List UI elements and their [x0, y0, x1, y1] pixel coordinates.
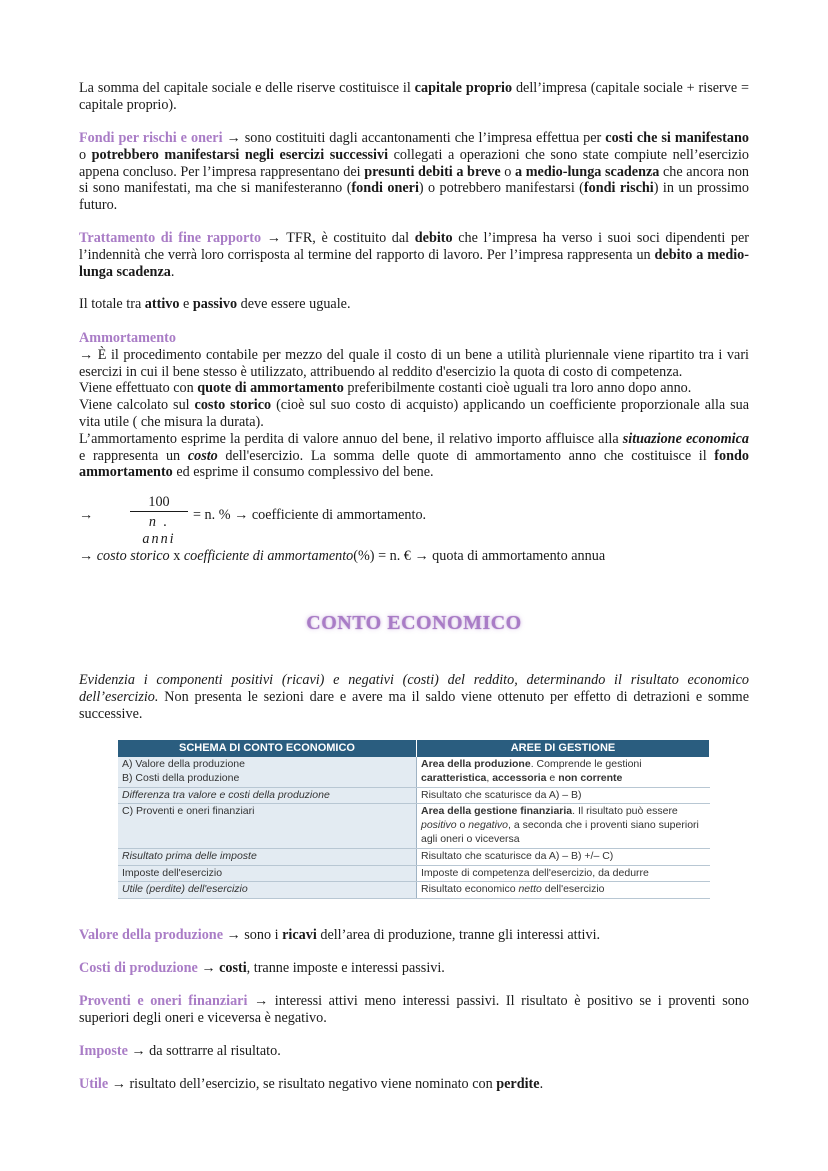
formula-denominator: n . anni [142, 514, 176, 547]
section-heading: Proventi e oneri finanziari [79, 993, 248, 1009]
table-cell: C) Proventi e oneri finanziari [118, 804, 417, 848]
proventi-paragraph [79, 993, 749, 1027]
section-heading: Imposte [79, 1043, 128, 1059]
bold-text: costi che si manifestano [605, 130, 749, 146]
schema-table [118, 740, 710, 899]
text: → [197, 960, 220, 976]
table-cell: A) Valore della produzione B) Costi della produzione [118, 757, 417, 787]
formula-numerator: 100 [148, 494, 170, 510]
italic-text: Evidenzia i componenti positivi (ricavi) e negativi (costi) del reddito, determinando il risultato economico dell’esercizio. [79, 672, 749, 705]
table-cell: Risultato che scaturisce da A) – B) +/– C) [417, 848, 710, 865]
text: preferibilmente costanti cioè uguali tra loro anno dopo anno. [343, 380, 692, 397]
bold-text: a medio-lunga scadenza [515, 163, 660, 180]
text: che ancora non si sono manifestati, ma che si manifesteranno ( [79, 163, 750, 197]
text: deve essere uguale. [237, 296, 351, 312]
table-row [118, 882, 710, 899]
table-header-row [118, 740, 710, 757]
text: L’ammortamento esprime la perdita di valore annuo del bene, il relativo importo affluisce alla [79, 430, 623, 447]
text: ) o potrebbero manifestarsi ( [418, 180, 584, 197]
text: dell’impresa (capitale sociale + riserve = capitale proprio). [79, 80, 750, 113]
bold-text: fondi rischi [583, 180, 654, 197]
totale-paragraph [79, 296, 749, 313]
bold-italic-text: costo [187, 447, 218, 464]
text: → risultato dell’esercizio, se risultato negativo viene nominato con [108, 1076, 497, 1092]
section-heading: Trattamento di fine rapporto [79, 230, 262, 246]
table-row [118, 865, 710, 882]
bold-italic-text: situazione economica [622, 430, 749, 447]
bold-text: debito a medio-lunga scadenza [79, 246, 749, 280]
intro-paragraph [79, 80, 749, 114]
text: Non presenta le sezioni dare e avere ma il saldo viene ottenuto per effetto di detrazioni e somme successive. [79, 688, 749, 722]
bold-text: costo storico [194, 397, 272, 414]
text: → interessi attivi meno interessi passivi. Il risultato è positivo se i proventi sono superiori degli oneri e viceversa è negativo. [79, 993, 749, 1026]
text: Viene effettuato con [79, 380, 198, 397]
text: → [79, 548, 97, 564]
text: → È il procedimento contabile per mezzo del quale il costo di un bene a utilità pluriennale viene ripartito tra i vari esercizi in cui il bene stesso è utilizzato, attribuendo al reddito d'esercizio la quota di costo di competenza. [79, 346, 749, 380]
text: Viene calcolato sul [79, 397, 195, 414]
bold-text: potrebbero manifestarsi negli esercizi successivi [91, 146, 389, 163]
bold-text: ricavi [282, 927, 317, 943]
table-cell: Risultato economico netto dell'esercizio [417, 882, 710, 899]
bold-text: attivo [144, 296, 180, 312]
arrow-icon: → [79, 507, 94, 523]
text: → sono i [223, 927, 283, 943]
text: (cioè sul suo costo di acquisto) applicando un coefficiente proporzionale alla sua vita utile ( che misura la durata). [79, 397, 750, 430]
text: → TFR, è costituito dal [261, 230, 415, 246]
bold-text: perdite [496, 1076, 540, 1092]
conto-intro-paragraph [79, 672, 749, 722]
bold-text: passivo [192, 296, 238, 312]
bold-text: quote di ammortamento [197, 380, 344, 397]
text: o [79, 146, 92, 163]
text: e [179, 296, 193, 312]
text: ed esprime il consumo complessivo del bene. [172, 464, 434, 481]
fondi-paragraph [79, 130, 749, 214]
bold-text: fondi oneri [351, 180, 419, 197]
text: dell’area di produzione, tranne gli interessi attivi. [316, 927, 601, 943]
quota-formula [79, 548, 749, 565]
table-cell: Differenza tra valore e costi della produzione [118, 787, 417, 804]
section-heading: Fondi per rischi e oneri [79, 130, 223, 146]
table-row [118, 804, 710, 848]
table-row [118, 848, 710, 865]
imposte-paragraph [79, 1043, 749, 1060]
text: , tranne imposte e interessi passivi. [246, 960, 445, 976]
text: collegati a operazioni che sono state compiute nell’esercizio appena concluso. Per l’impresa rappresentano dei [79, 146, 750, 180]
text: . [539, 1076, 544, 1092]
table-cell: Area della produzione. Comprende le gestioni caratteristica, accessoria e non corrente [417, 757, 710, 787]
text: ) in un prossimo futuro. [79, 180, 749, 214]
table-cell: Imposte dell'esercizio [118, 865, 417, 882]
section-heading: Costi di produzione [79, 960, 198, 976]
costi-paragraph [79, 960, 749, 977]
bold-text: capitale proprio [414, 80, 513, 96]
italic-text: costo storico [96, 548, 170, 564]
text: . [170, 263, 175, 280]
table-cell: Risultato prima delle imposte [118, 848, 417, 865]
text: Il totale tra [79, 296, 145, 312]
text: → sono costituiti dagli accantonamenti che l’impresa effettua per [222, 130, 606, 146]
ammortamento-paragraph [79, 330, 749, 481]
table-header: SCHEMA DI CONTO ECONOMICO [118, 740, 417, 757]
text: x [169, 548, 184, 564]
section-heading: Valore della produzione [79, 927, 223, 943]
bold-text: debito [414, 230, 453, 246]
text: che l’impresa ha verso i suoi soci dipendenti per l’indennità che verrà loro corrisposta al termine del rapporto di lavoro. Per l’impresa rappresenta un [79, 230, 749, 263]
bold-text: costi [219, 960, 247, 976]
page-title: CONTO ECONOMICO [306, 612, 522, 634]
table-header: AREE DI GESTIONE [417, 740, 710, 757]
bold-text: fondo ammortamento [79, 447, 749, 481]
section-heading: Utile [79, 1076, 109, 1092]
table-cell: Imposte di competenza dell'esercizio, da dedurre [417, 865, 710, 882]
valore-paragraph [79, 927, 749, 944]
fraction-bar [130, 511, 188, 512]
italic-text: coefficiente di ammortamento [183, 548, 354, 564]
table-cell: Utile (perdite) dell'esercizio [118, 882, 417, 899]
tfr-paragraph [79, 230, 749, 280]
section-heading: Ammortamento [79, 330, 176, 346]
table-row [118, 787, 710, 804]
utile-paragraph [79, 1076, 749, 1093]
text: (%) = n. € → quota di ammortamento annua [353, 548, 606, 564]
table-row [118, 757, 710, 787]
text: → da sottrarre al risultato. [127, 1043, 281, 1059]
bold-text: presunti debiti a breve [364, 163, 501, 180]
text: e rappresenta un [79, 447, 188, 464]
text: dell'esercizio. La somma delle quote di ammortamento anno che costituisce il [217, 447, 715, 464]
table-cell: Area della gestione finanziaria. Il risultato può essere positivo o negativo, a seconda che i proventi siano superiori agli oneri o viceversa [417, 804, 710, 848]
text: o [500, 163, 515, 180]
formula-result: = n. % → coefficiente di ammortamento. [193, 507, 427, 523]
table-cell: Risultato che scaturisce da A) – B) [417, 787, 710, 804]
text: La somma del capitale sociale e delle riserve costituisce il [79, 80, 415, 96]
